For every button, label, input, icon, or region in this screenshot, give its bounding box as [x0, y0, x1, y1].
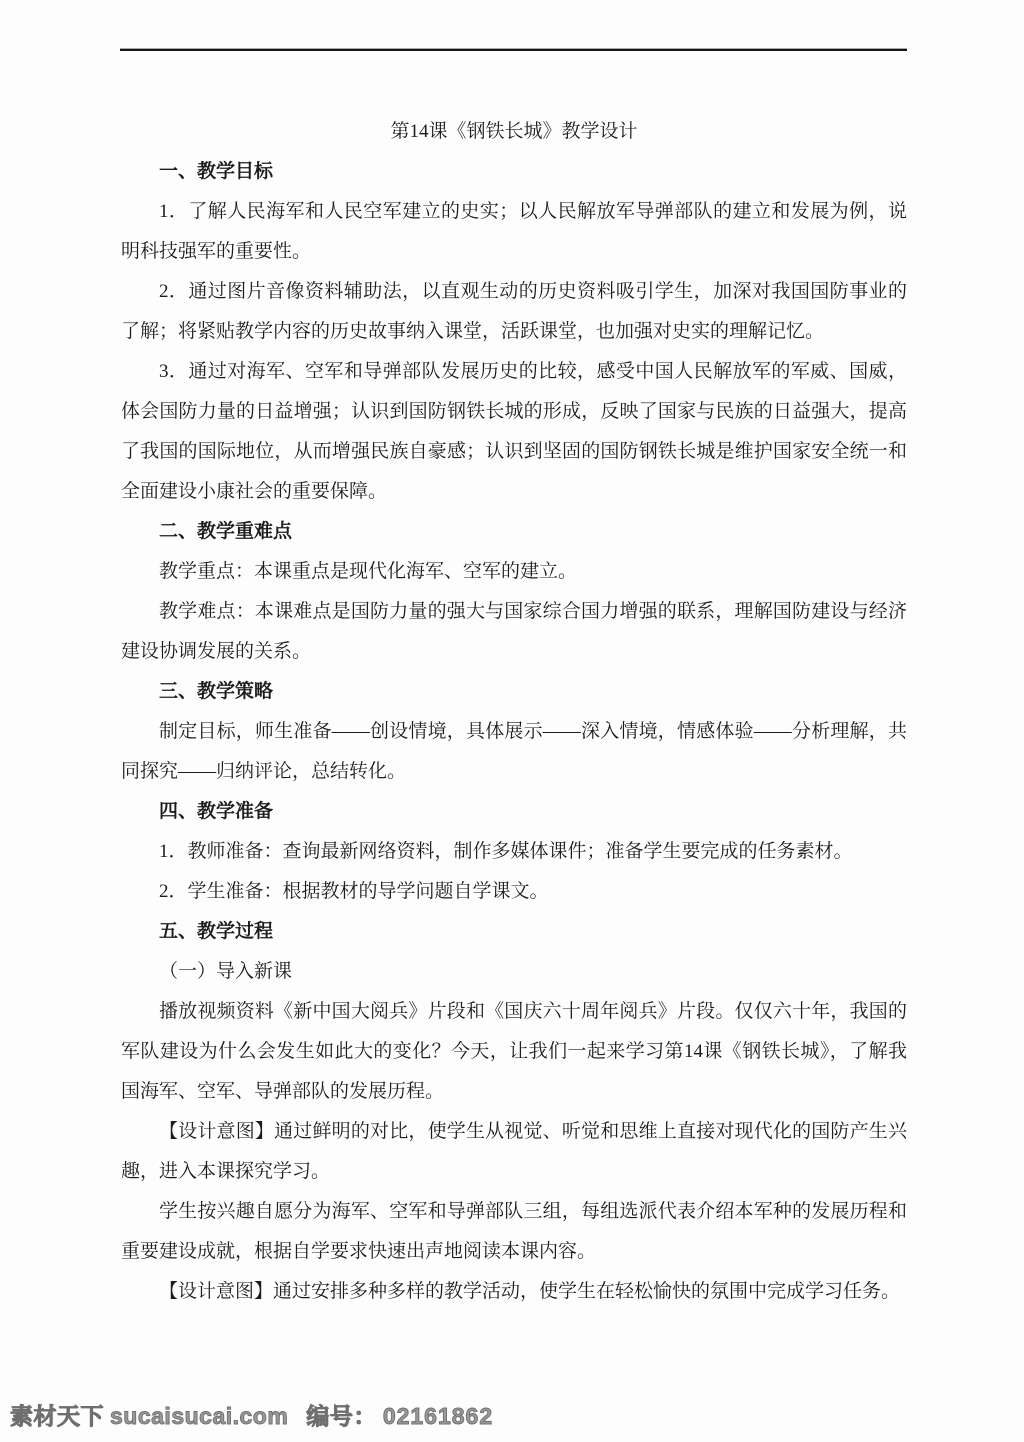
paragraph-lead-in-video: 播放视频资料《新中国大阅兵》片段和《国庆六十周年阅兵》片段。仅仅六十年，我国的军队建设为什么会发生如此大的变化？今天，让我们一起来学习第14课《钢铁长城》，了解我国海军、空军、导弹部队的发展历程。 — [121, 1001, 907, 1102]
section-heading-objectives: 一、教学目标 — [159, 161, 274, 182]
paragraph-teacher-preparation: 1．教师准备：查询最新网络资料，制作多媒体课件；准备学生要完成的任务素材。 — [159, 841, 853, 862]
section-heading-preparation: 四、教学准备 — [159, 801, 274, 822]
watermark-serial-label: 编号： — [306, 1403, 377, 1429]
paragraph-objective-1: 1．了解人民海军和人民空军建立的史实；以人民解放军导弹部队的建立和发展为例，说明科技强军的重要性。 — [121, 201, 907, 262]
watermark-site-name: 素材天下 — [10, 1403, 104, 1429]
watermark-footer — [10, 1398, 493, 1431]
paragraph-objective-2: 2．通过图片音像资料辅助法，以直观生动的历史资料吸引学生，加深对我国国防事业的了解；将紧贴教学内容的历史故事纳入课堂，活跃课堂，也加强对史实的理解记忆。 — [121, 281, 907, 342]
watermark-serial-number: 02161862 — [382, 1403, 494, 1429]
watermark-site-url: sucaisucai.com — [110, 1403, 289, 1429]
paragraph-key-point: 教学重点：本课重点是现代化海军、空军的建立。 — [159, 561, 578, 582]
paragraph-design-intent-2: 【设计意图】通过安排多种多样的教学活动，使学生在轻松愉快的氛围中完成学习任务。 — [159, 1281, 901, 1302]
subsection-lead-in: （一）导入新课 — [159, 961, 293, 982]
paragraph-strategy: 制定目标，师生准备——创设情境，具体展示——深入情境，情感体验——分析理解，共同探究——归纳评论，总结转化。 — [121, 721, 907, 782]
document-content — [121, 112, 907, 1312]
header-rule — [120, 48, 907, 51]
paragraph-group-activity: 学生按兴趣自愿分为海军、空军和导弹部队三组，每组选派代表介绍本军种的发展历程和重要建设成就，根据自学要求快速出声地阅读本课内容。 — [121, 1201, 907, 1262]
paragraph-objective-3: 3．通过对海军、空军和导弹部队发展历史的比较，感受中国人民解放军的军威、国威，体会国防力量的日益增强；认识到国防钢铁长城的形成，反映了国家与民族的日益强大，提高了我国的国际地位，从而增强民族自豪感；认识到坚固的国防钢铁长城是维护国家安全统一和全面建设小康社会的重要保障。 — [121, 361, 907, 502]
section-heading-process: 五、教学过程 — [159, 921, 274, 942]
document-title: 第14课《钢铁长城》教学设计 — [390, 121, 638, 142]
section-heading-key-points: 二、教学重难点 — [159, 521, 293, 542]
section-heading-strategy: 三、教学策略 — [159, 681, 274, 702]
paragraph-design-intent-1: 【设计意图】通过鲜明的对比，使学生从视觉、听觉和思维上直接对现代化的国防产生兴趣，进入本课探究学习。 — [121, 1121, 907, 1182]
paragraph-student-preparation: 2．学生准备：根据教材的导学问题自学课文。 — [159, 881, 549, 902]
paragraph-difficult-point: 教学难点：本课难点是国防力量的强大与国家综合国力增强的联系，理解国防建设与经济建设协调发展的关系。 — [121, 601, 907, 662]
